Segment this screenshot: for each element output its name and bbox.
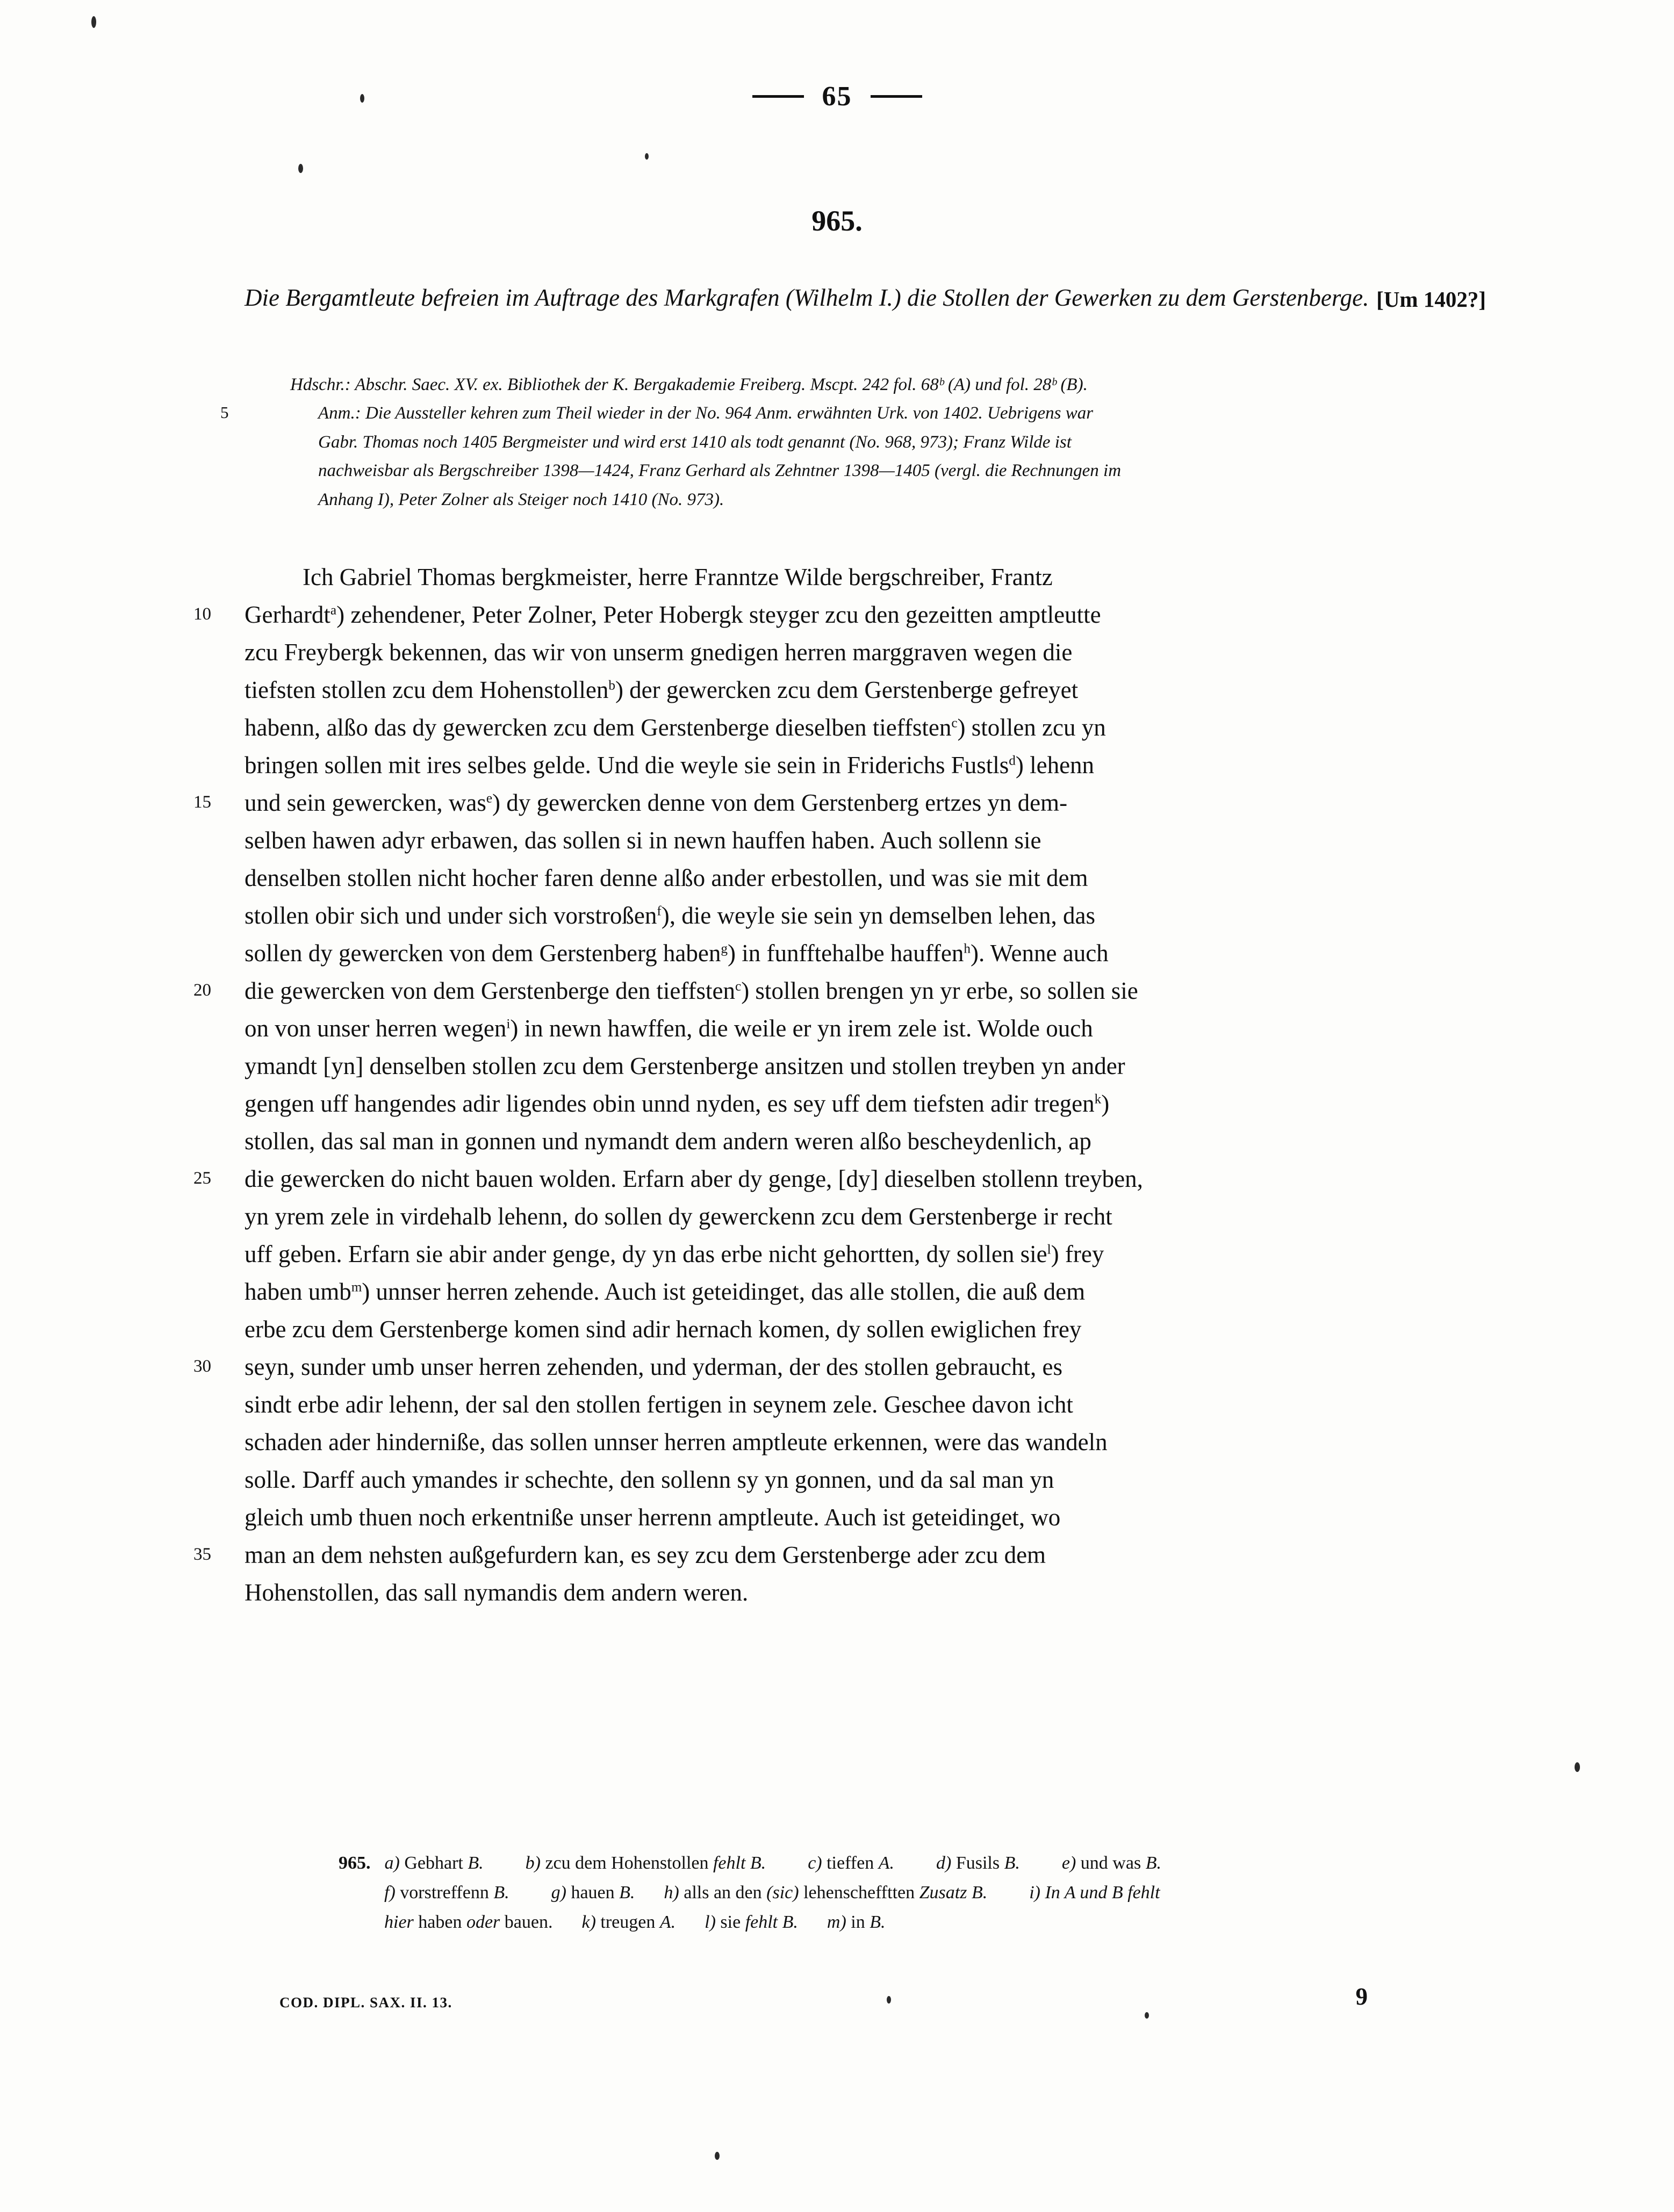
apparatus-line-text: Hdschr.: Abschr. Saec. XV. ex. Bibliothek der K. Bergakademie Freiberg. Mscpt. 242 fol. 68ᵇ (A) und fol. 28ᵇ (B). <box>290 375 1088 394</box>
footnote-marker: g <box>721 941 728 956</box>
footnote-marker: d <box>1009 753 1016 768</box>
body-line-number: 10 <box>193 604 211 624</box>
body-line-text: man an dem nehsten außgefurdern kan, es sey zcu dem Gerstenberge ader zcu dem <box>245 1541 1046 1568</box>
body-line <box>245 1085 1497 1123</box>
body-line-text: denselben stollen nicht hocher faren denne alßo ander erbestollen, und was sie mit dem <box>245 864 1088 891</box>
body-line-number: 30 <box>193 1357 211 1376</box>
body-line-text: Hohenstollen, das sall nymandis dem andern weren. <box>245 1579 749 1606</box>
body-line <box>193 596 1497 634</box>
body-line-text: seyn, sunder umb unser herren zehenden, und yderman, der des stollen gebraucht, es <box>245 1353 1063 1380</box>
document-body <box>193 559 1497 1612</box>
footnote-marker: k <box>1094 1092 1102 1107</box>
footnote-line: f) vorstreffenn B. g) hauen B. h) alls an den (sic) lehenschefftten Zusatz B. i) In A und B fehlt <box>384 1883 1160 1903</box>
signature-mark: 9 <box>1355 1983 1368 2010</box>
body-line <box>245 559 1497 596</box>
body-line <box>245 1273 1497 1311</box>
body-line-text: die gewercken von dem Gerstenberge den tieffsten$^c$) stollen brengen yn yr erbe, so sollen sie <box>245 977 1138 1004</box>
apparatus-line <box>290 457 1489 485</box>
body-line-text: on von unser herren wegen$^i$) in newn hawffen, die weile er yn irem zele ist. Wolde ouch <box>245 1015 1093 1042</box>
body-line-text: erbe zcu dem Gerstenberge komen sind adir hernach komen, dy sollen ewiglichen frey <box>245 1316 1082 1343</box>
body-line-text: stollen obir sich und under sich vorstroßen$^f$), die weyle sie sein yn demselben lehen, das <box>245 902 1096 929</box>
apparatus-line-text: Anm.: Die Aussteller kehren zum Theil wieder in der No. 964 Anm. erwähnten Urk. von 1402. Uebrigens war <box>318 404 1094 423</box>
page-speck <box>91 16 96 28</box>
document-regest <box>245 279 1486 316</box>
body-line-text: zcu Freybergk bekennen, das wir von unserm gnedigen herren marggraven wegen die <box>245 639 1073 666</box>
footnote-marker: c <box>735 979 742 994</box>
page-speck <box>887 1996 891 2004</box>
body-line-text: haben umb$^m$) unnser herren zehende. Auch ist geteidinget, das alle stollen, die auß dem <box>245 1278 1086 1305</box>
running-head-rule-left <box>752 95 804 98</box>
body-line <box>245 1386 1497 1424</box>
body-line <box>245 1311 1497 1349</box>
body-line-text: sollen dy gewercken von dem Gerstenberg haben$^g$) in funfftehalbe hauffen$^h$). Wenne auch <box>245 940 1109 967</box>
footnote-marker: e <box>486 791 493 806</box>
body-line <box>245 672 1497 709</box>
body-line-text: bringen sollen mit ires selbes gelde. Und die weyle sie sein in Friderichs Fustls$^d$) lehenn <box>245 752 1095 779</box>
footnote-marker: c <box>951 716 958 731</box>
running-head <box>0 81 1674 112</box>
body-line <box>193 1349 1497 1386</box>
body-line-text: sindt erbe adir lehenn, der sal den stollen fertigen in seynem zele. Geschee davon icht <box>245 1391 1073 1418</box>
body-line-text: tiefsten stollen zcu dem Hohenstollen$^b$) der gewercken zcu dem Gerstenberge gefreyet <box>245 676 1079 703</box>
body-line-text: gleich umb thuen noch erkentniße unser herrenn amptleute. Auch ist geteidinget, wo <box>245 1504 1061 1531</box>
body-line-number: 15 <box>193 792 211 812</box>
footnote-marker: m <box>351 1280 362 1295</box>
body-line-text: uff geben. Erfarn sie abir ander genge, dy yn das erbe nicht gehortten, dy sollen sie$^l$) frey <box>245 1241 1104 1267</box>
document-date-note: [Um 1402?] <box>1376 287 1486 312</box>
body-line-text: yn yrem zele in virdehalb lehenn, do sollen dy gewerckenn zcu dem Gerstenberge ir recht <box>245 1203 1112 1230</box>
body-line-text: gengen uff hangendes adir ligendes obin unnd nyden, es sey uff dem tiefsten adir tregen$^k$) <box>245 1090 1110 1117</box>
apparatus-line-text: Anhang I), Peter Zolner als Steiger noch 1410 (No. 973). <box>318 489 724 509</box>
footnote-marker: i <box>506 1017 511 1032</box>
body-line <box>245 1424 1497 1461</box>
body-line-text: stollen, das sal man in gonnen und nymandt dem andern weren alßo bescheydenlich, ap <box>245 1128 1091 1155</box>
page-speck <box>1145 2012 1149 2019</box>
body-line-number: 25 <box>193 1169 211 1188</box>
body-line-text: die gewercken do nicht bauen wolden. Erfarn aber dy genge, [dy] dieselben stollenn treyben, <box>245 1165 1143 1192</box>
body-line <box>245 709 1497 747</box>
apparatus-line <box>290 428 1489 457</box>
body-line-text: habenn, alßo das dy gewercken zcu dem Gerstenberge dieselben tieffsten$^c$) stollen zcu yn <box>245 714 1106 741</box>
document-regest-text: Die Bergamtleute befreien im Auftrage des Markgrafen (Wilhelm I.) die Stollen der Gewerken zu dem Gerstenberge. <box>245 284 1369 311</box>
body-line <box>245 1499 1497 1537</box>
body-line <box>245 1461 1497 1499</box>
page-speck <box>645 153 649 160</box>
apparatus-line-number: 5 <box>220 403 229 422</box>
footnote-doc-ref: 965. <box>339 1853 371 1873</box>
body-line-text: und sein gewercken, was$^e$) dy gewercken denne von dem Gerstenberg ertzes yn dem- <box>245 789 1068 816</box>
running-head-rule-right <box>871 95 922 98</box>
body-line <box>245 1198 1497 1236</box>
footnote-marker: l <box>1047 1242 1051 1257</box>
body-line-text: ymandt [yn] denselben stollen zcu dem Gerstenberge ansitzen und stollen treyben yn ander <box>245 1053 1125 1079</box>
body-line-text: Gerhardt$^a$) zehendener, Peter Zolner, Peter Hobergk steyger zcu den gezeitten amptleutte <box>245 601 1101 628</box>
footnote-line: hier haben oder bauen. k) treugen A. l) sie fehlt B. m) in B. <box>384 1912 886 1933</box>
apparatus-line-text: Gabr. Thomas noch 1405 Bergmeister und wird erst 1410 als todt genannt (No. 968, 973); Franz Wilde ist <box>318 432 1072 452</box>
body-line-number: 35 <box>193 1545 211 1564</box>
body-line <box>245 1010 1497 1048</box>
apparatus-line <box>290 486 1489 514</box>
footnote-line: 965. a) Gebhart B. b) zcu dem Hohenstollen fehlt B. c) tieffen A. d) Fusils B. e) und was B. <box>339 1853 1161 1873</box>
apparatus-line-text: nachweisbar als Bergschreiber 1398—1424, Franz Gerhard als Zehntner 1398—1405 (vergl. die Rechnungen im <box>318 461 1122 481</box>
footnote-apparatus <box>339 1848 1510 1937</box>
body-line-text: solle. Darff auch ymandes ir schechte, den sollenn sy yn gonnen, und da sal man yn <box>245 1466 1054 1493</box>
body-line-text: Ich Gabriel Thomas bergkmeister, herre Franntze Wilde bergschreiber, Frantz <box>303 564 1053 590</box>
footnote-marker: a <box>330 603 337 618</box>
colophon: COD. DIPL. SAX. II. 13. <box>279 1994 452 2011</box>
page-number: 65 <box>822 81 852 112</box>
body-line <box>193 1161 1497 1198</box>
page-speck <box>298 164 303 173</box>
body-line-text: schaden ader hinderniße, das sollen unnser herren amptleute erkennen, were das wandeln <box>245 1429 1108 1456</box>
body-line <box>245 1048 1497 1085</box>
footnote-marker: f <box>657 904 662 919</box>
apparatus-line <box>220 399 1489 428</box>
body-line <box>245 822 1497 860</box>
body-line-text: selben hawen adyr erbawen, das sollen si in newn hauffen haben. Auch sollenn sie <box>245 827 1041 854</box>
source-apparatus <box>220 371 1489 514</box>
body-line <box>245 897 1497 935</box>
body-line <box>245 747 1497 784</box>
footnote-marker: b <box>608 678 615 693</box>
body-line <box>245 1236 1497 1273</box>
body-line-number: 20 <box>193 981 211 1000</box>
body-line <box>245 634 1497 672</box>
body-line <box>245 935 1497 972</box>
body-line <box>193 784 1497 822</box>
body-line <box>193 1537 1497 1574</box>
page-speck <box>715 2152 720 2160</box>
apparatus-line <box>290 371 1489 399</box>
body-line <box>245 1123 1497 1161</box>
document-number: 965. <box>811 205 863 237</box>
body-line <box>245 1574 1497 1612</box>
body-line <box>193 972 1497 1010</box>
body-line <box>245 860 1497 897</box>
page-speck <box>1575 1762 1580 1772</box>
footnote-marker: h <box>964 941 971 956</box>
